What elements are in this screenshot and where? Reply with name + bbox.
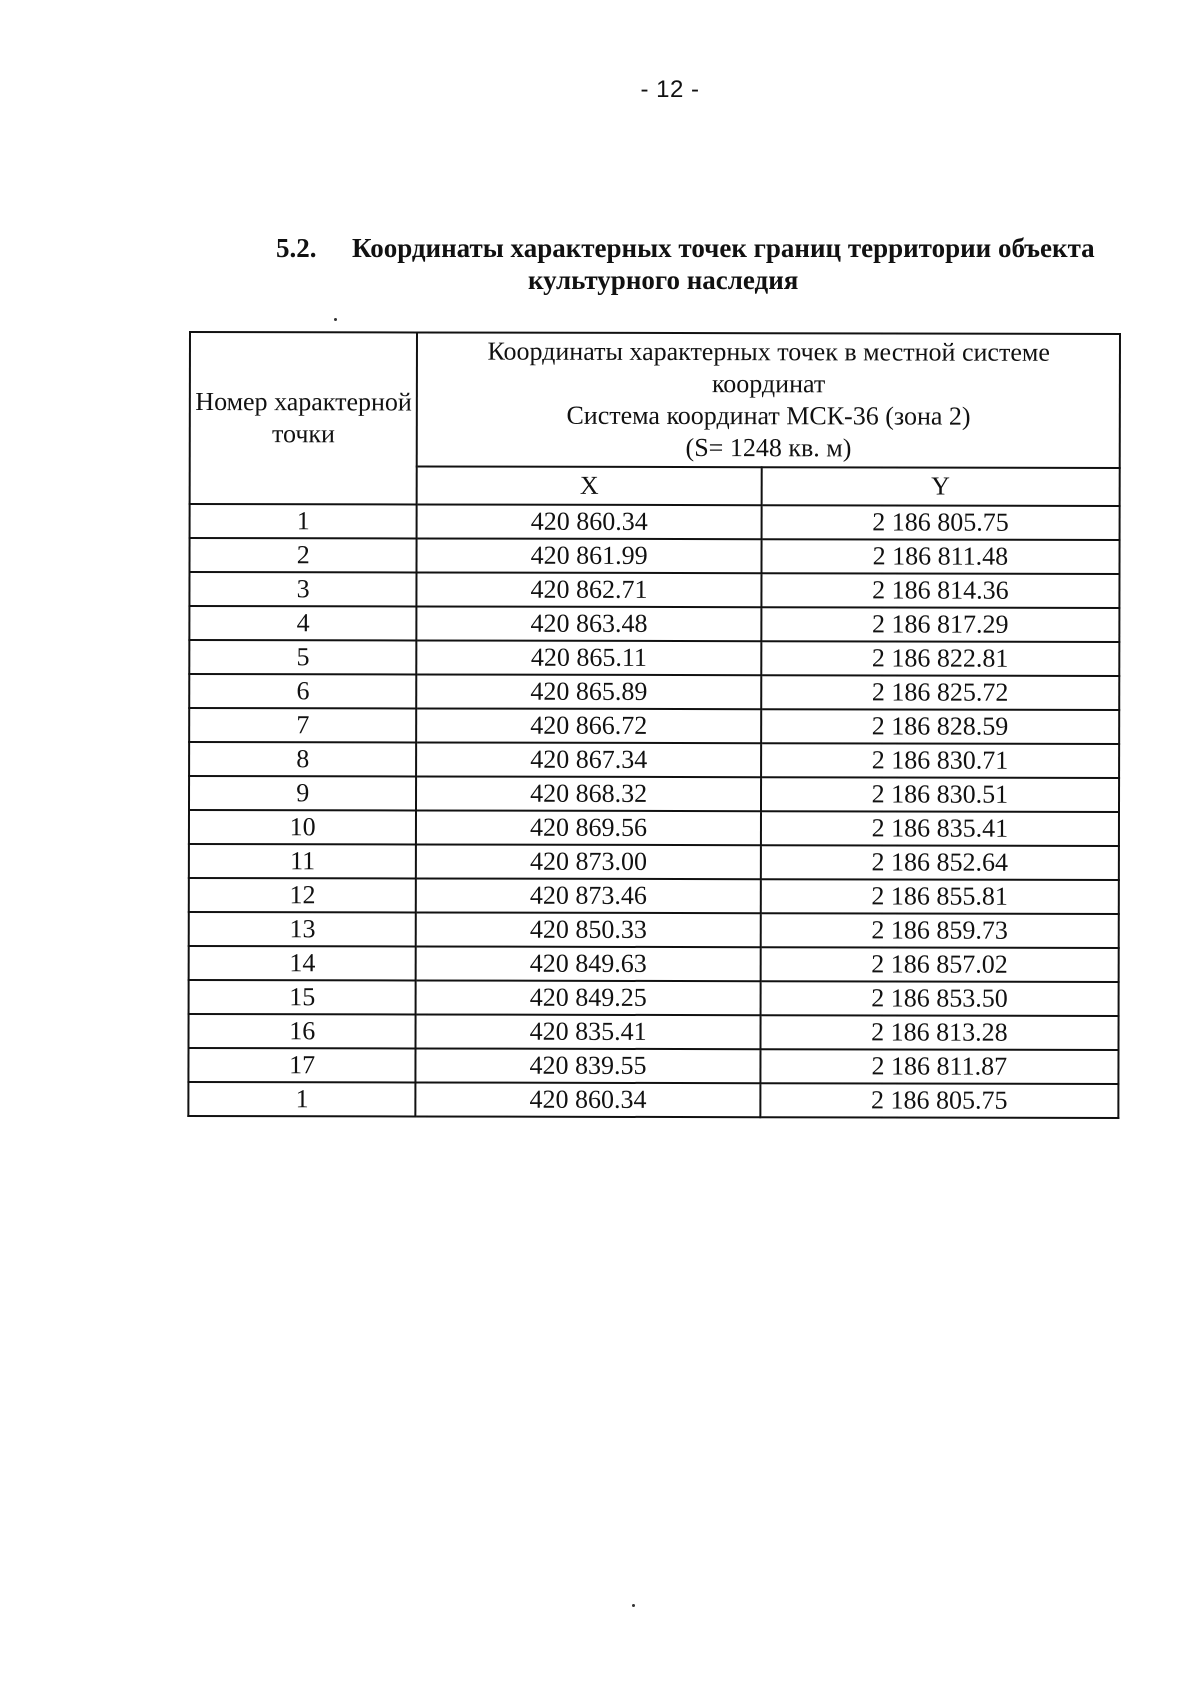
point-number-cell: 12	[189, 878, 417, 912]
table-row	[189, 640, 1119, 676]
heading-line-2: культурного наследия	[528, 265, 799, 295]
y-coordinate-cell: 2 186 805.75	[761, 505, 1119, 540]
y-coordinate-cell: 2 186 853.50	[760, 981, 1118, 1016]
table-row	[189, 980, 1119, 1016]
header-line: характерной	[274, 387, 412, 417]
y-coordinate-cell: 2 186 817.29	[761, 607, 1119, 642]
point-number-cell: 2	[189, 538, 417, 572]
x-coordinate-cell: 420 839.55	[416, 1048, 760, 1083]
table-row	[189, 878, 1119, 914]
y-coordinate-cell: 2 186 859.73	[760, 913, 1118, 948]
section-heading	[276, 232, 1156, 296]
header-line: Система координат МСК-36 (зона 2)	[566, 400, 971, 431]
header-line: координат	[711, 369, 826, 399]
point-number-cell: 3	[189, 572, 417, 606]
y-coordinate-cell: 2 186 813.28	[760, 1015, 1118, 1050]
point-number-cell: 17	[188, 1048, 416, 1082]
header-line: Координаты характерных точек в местной системе	[487, 336, 1050, 367]
table-row	[189, 674, 1119, 710]
point-number-cell: 11	[189, 844, 417, 878]
table-row	[189, 810, 1119, 846]
point-number-cell: 9	[189, 776, 417, 810]
table-row	[189, 776, 1119, 812]
x-coordinate-cell: 420 860.34	[417, 504, 761, 539]
y-coordinate-cell: 2 186 805.75	[760, 1083, 1118, 1118]
table-row	[189, 946, 1119, 982]
point-number-cell: 1	[190, 504, 418, 538]
table-row	[188, 1082, 1118, 1118]
header-line: (S= 1248 кв. м)	[685, 433, 852, 463]
x-column-header: X	[417, 466, 761, 505]
x-coordinate-cell: 420 865.11	[417, 640, 761, 675]
x-coordinate-cell: 420 869.56	[416, 810, 760, 845]
scan-speck	[334, 318, 337, 321]
page-number: - 12 -	[640, 76, 700, 103]
x-coordinate-cell: 420 862.71	[417, 572, 761, 607]
section-number: 5.2.	[276, 233, 317, 263]
y-coordinate-cell: 2 186 855.81	[761, 879, 1119, 914]
y-coordinate-cell: 2 186 811.48	[761, 539, 1119, 574]
table-row	[189, 708, 1119, 744]
header-line: Номер	[195, 387, 268, 417]
y-coordinate-cell: 2 186 828.59	[761, 709, 1119, 744]
point-number-cell: 10	[189, 810, 417, 844]
y-coordinate-cell: 2 186 822.81	[761, 641, 1119, 676]
point-number-cell: 1	[188, 1082, 416, 1116]
y-coordinate-cell: 2 186 814.36	[761, 573, 1119, 608]
x-coordinate-cell: 420 849.63	[416, 946, 760, 981]
x-coordinate-cell: 420 873.00	[416, 844, 760, 879]
table-row	[189, 538, 1119, 574]
scan-speck	[632, 1604, 635, 1607]
x-coordinate-cell: 420 866.72	[417, 708, 761, 743]
coordinates-table	[187, 331, 1121, 1119]
point-number-header	[190, 332, 418, 504]
y-coordinate-cell: 2 186 830.51	[761, 777, 1119, 812]
table-row	[189, 606, 1119, 642]
point-number-cell: 6	[189, 674, 417, 708]
header-line: точки	[271, 419, 336, 449]
point-number-cell: 16	[188, 1014, 416, 1048]
x-coordinate-cell: 420 865.89	[417, 674, 761, 709]
y-coordinate-cell: 2 186 857.02	[760, 947, 1118, 982]
point-number-cell: 15	[189, 980, 417, 1014]
table-row	[189, 844, 1119, 880]
x-coordinate-cell: 420 861.99	[417, 538, 761, 573]
table-row	[188, 1048, 1118, 1084]
point-number-cell: 14	[189, 946, 417, 980]
y-coordinate-cell: 2 186 811.87	[760, 1049, 1118, 1084]
heading-line-1: Координаты характерных точек границ территории объекта	[352, 233, 1095, 263]
point-number-cell: 8	[189, 742, 417, 776]
point-number-cell: 7	[189, 708, 417, 742]
coordinates-group-header	[417, 332, 1120, 467]
table-row	[190, 504, 1120, 540]
x-coordinate-cell: 420 867.34	[417, 742, 761, 777]
x-coordinate-cell: 420 873.46	[416, 878, 760, 913]
table-row	[189, 742, 1119, 778]
y-coordinate-cell: 2 186 835.41	[761, 811, 1119, 846]
table-row	[189, 912, 1119, 948]
x-coordinate-cell: 420 835.41	[416, 1014, 760, 1049]
y-coordinate-cell: 2 186 852.64	[761, 845, 1119, 880]
x-coordinate-cell: 420 868.32	[416, 776, 760, 811]
x-coordinate-cell: 420 863.48	[417, 606, 761, 641]
y-column-header: Y	[761, 467, 1119, 506]
x-coordinate-cell: 420 850.33	[416, 912, 760, 947]
x-coordinate-cell: 420 860.34	[416, 1082, 760, 1117]
table-row	[189, 572, 1119, 608]
point-number-cell: 5	[189, 640, 417, 674]
y-coordinate-cell: 2 186 830.71	[761, 743, 1119, 778]
y-coordinate-cell: 2 186 825.72	[761, 675, 1119, 710]
x-coordinate-cell: 420 849.25	[416, 980, 760, 1015]
point-number-cell: 13	[189, 912, 417, 946]
point-number-cell: 4	[189, 606, 417, 640]
table-row	[188, 1014, 1118, 1050]
